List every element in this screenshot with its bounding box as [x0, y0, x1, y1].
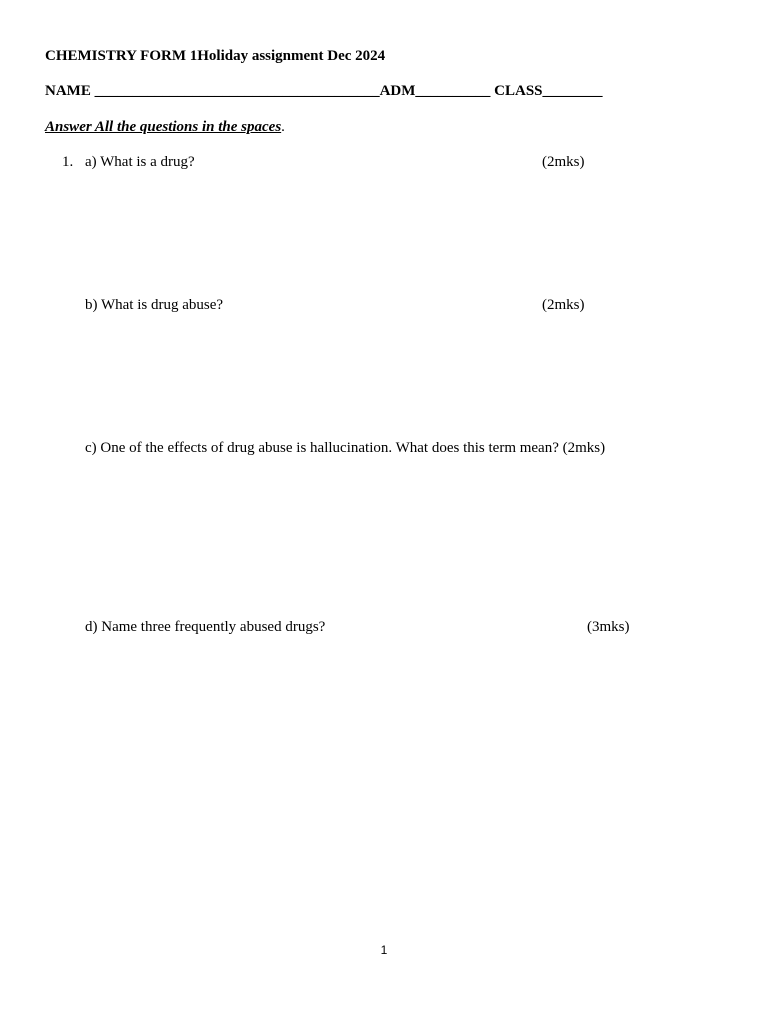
name-adm-class-line: NAME ______________________________________ADM__________ CLASS________	[45, 83, 603, 99]
question-number: 1.	[62, 154, 74, 170]
question-1b-text: b) What is drug abuse?	[85, 297, 224, 313]
question-1d-text: d) Name three frequently abused drugs?	[85, 619, 326, 635]
question-1a-text: a) What is a drug?	[85, 154, 195, 170]
document-title: CHEMISTRY FORM 1Holiday assignment Dec 2024	[45, 48, 386, 64]
instruction-line	[45, 118, 285, 136]
instruction-period: .	[281, 119, 285, 135]
question-1a-marks: (2mks)	[542, 154, 585, 170]
instruction-text: Answer All the questions in the spaces	[45, 119, 282, 135]
question-1b-marks: (2mks)	[542, 297, 585, 313]
question-1c-text: c) One of the effects of drug abuse is hallucination. What does this term mean? (2mks)	[85, 440, 606, 456]
question-1d-marks: (3mks)	[587, 619, 630, 635]
page-number: 1	[380, 943, 388, 957]
